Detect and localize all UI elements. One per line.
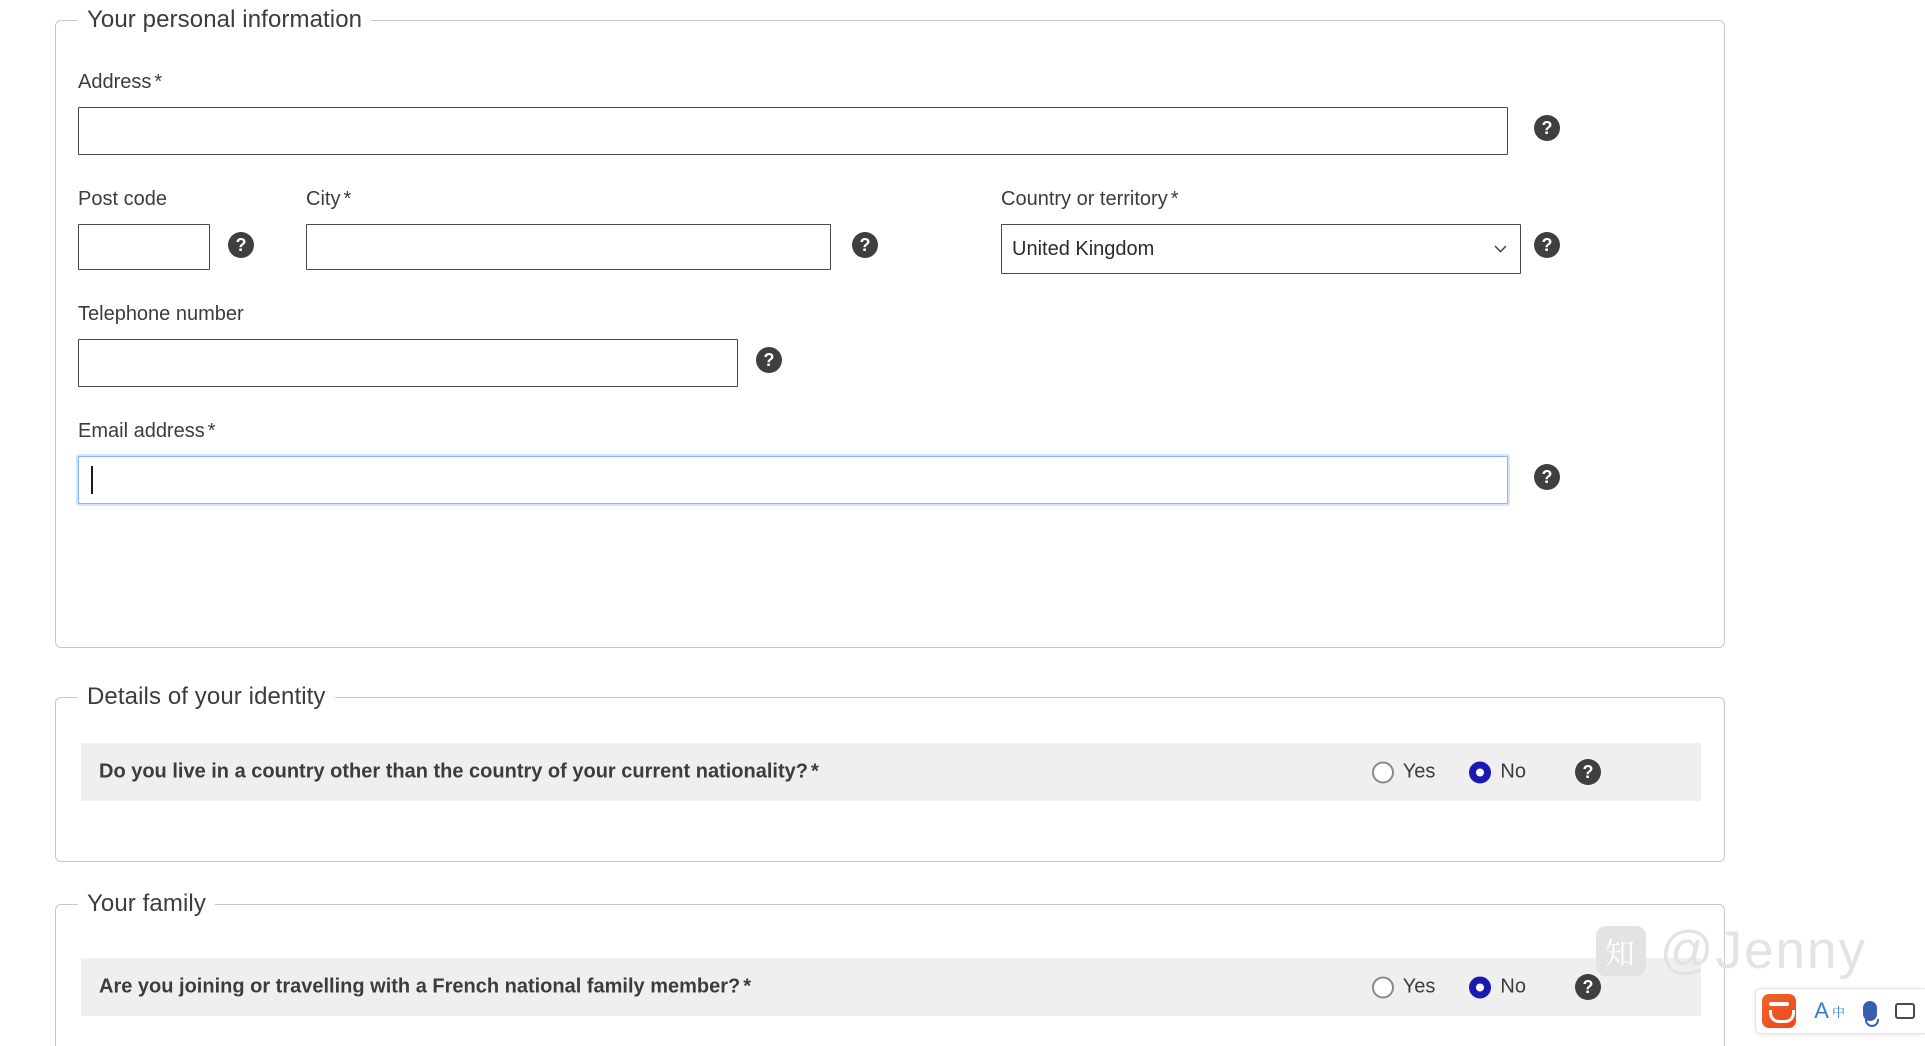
label-country-or-territory [1001,188,1179,211]
label-email-address [78,420,216,443]
question-row-family-member [81,958,1701,1016]
required-marker: * [1170,188,1179,210]
watermark [1596,920,1867,981]
radio-nationality-no[interactable] [1469,761,1526,784]
ime-toolbar[interactable] [1755,988,1925,1034]
radio-family-yes[interactable] [1372,976,1436,999]
radio-circle-family-yes[interactable] [1372,976,1394,998]
section-family-legend: Your family [78,890,215,918]
radio-nationality-yes[interactable] [1372,761,1436,784]
radio-label-family-no: No [1500,975,1526,998]
label-email-text: Email address [78,420,205,442]
section-your-family [55,890,1725,1046]
radio-group-family[interactable] [1372,976,1526,999]
country-select[interactable] [1001,224,1521,274]
label-telephone-number [78,303,244,326]
question-family-text [99,976,751,999]
label-address-text: Address [78,71,152,93]
microphone-icon[interactable] [1863,1001,1877,1021]
label-city [306,188,351,211]
address-input[interactable] [78,107,1508,155]
label-telephone-text: Telephone number [78,303,244,325]
radio-circle-yes[interactable] [1372,761,1394,783]
email-help-icon[interactable]: ? [1534,464,1560,490]
ime-language-label: A [1814,998,1829,1023]
question-nationality-text [99,761,819,784]
country-select-wrapper[interactable] [1001,224,1521,274]
country-help-icon[interactable]: ? [1534,232,1560,258]
section-personal-information [55,6,1725,648]
city-help-icon[interactable]: ? [852,232,878,258]
question-nationality-label: Do you live in a country other than the country of your current nationality? [99,760,808,783]
section-identity-legend: Details of your identity [78,683,335,711]
label-city-text: City [306,188,341,210]
required-marker: * [154,71,163,93]
label-address [78,71,162,94]
ime-language-sub-label: 中 [1831,1004,1845,1020]
radio-label-yes: Yes [1402,760,1436,783]
required-marker: * [743,975,752,998]
sogou-ime-logo-icon[interactable] [1762,994,1796,1028]
radio-label-family-yes: Yes [1402,975,1436,998]
required-marker: * [810,760,819,783]
required-marker: * [207,420,216,442]
watermark-text: @Jenny [1659,921,1867,980]
section-personal-information-legend: Your personal information [78,6,371,34]
city-input[interactable] [306,224,831,270]
telephone-number-input[interactable] [78,339,738,387]
label-post-code-text: Post code [78,188,167,210]
zhihu-logo-icon [1596,926,1646,976]
section-identity-details [55,683,1725,862]
label-post-code [78,188,167,211]
keyboard-icon[interactable] [1895,1003,1915,1019]
family-help-icon[interactable]: ? [1575,974,1601,1000]
question-row-nationality [81,743,1701,801]
ime-language-toggle[interactable] [1814,998,1845,1024]
address-help-icon[interactable]: ? [1534,115,1560,141]
radio-label-no: No [1500,760,1526,783]
post-code-input[interactable] [78,224,210,270]
radio-group-nationality[interactable] [1372,761,1526,784]
post-code-help-icon[interactable]: ? [228,232,254,258]
radio-family-no[interactable] [1469,976,1526,999]
question-family-label: Are you joining or travelling with a French national family member? [99,975,741,998]
radio-circle-family-no[interactable] [1469,976,1491,998]
nationality-help-icon[interactable]: ? [1575,759,1601,785]
required-marker: * [343,188,352,210]
email-address-input[interactable] [78,456,1508,504]
text-caret [91,466,93,494]
radio-circle-no[interactable] [1469,761,1491,783]
label-country-text: Country or territory [1001,188,1168,210]
telephone-help-icon[interactable]: ? [756,347,782,373]
